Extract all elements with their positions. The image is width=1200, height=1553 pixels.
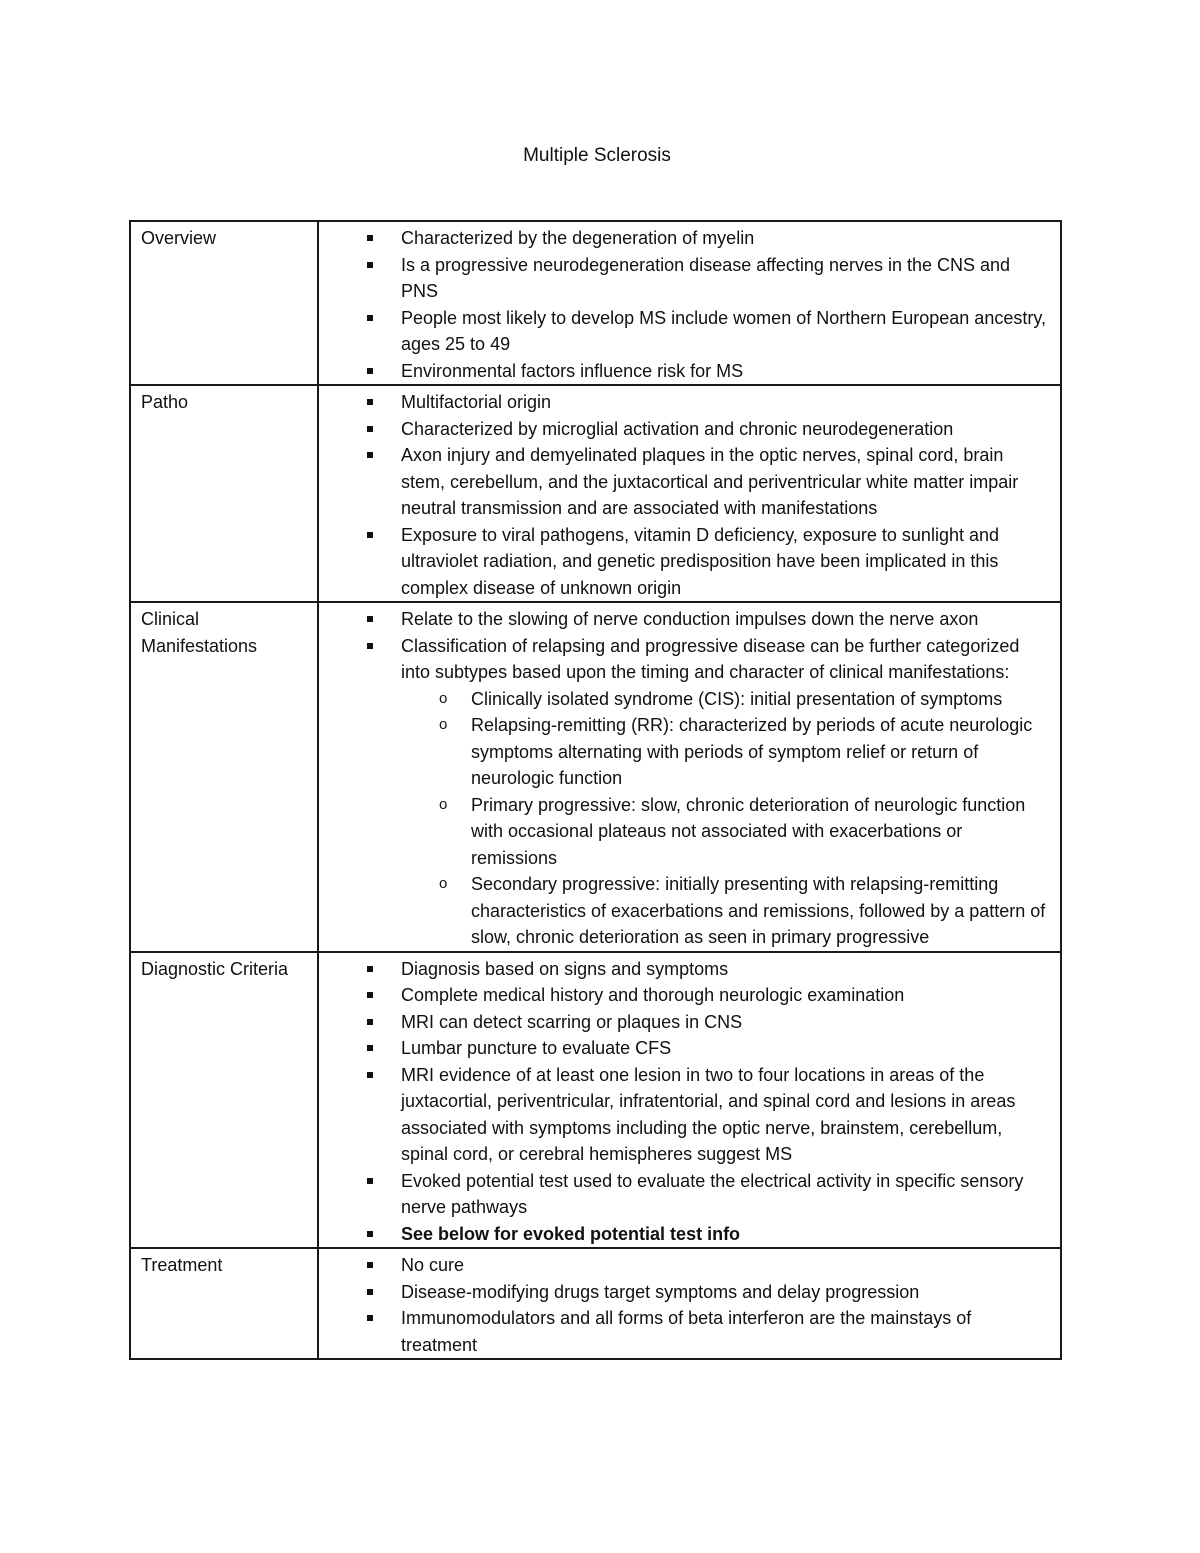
row-content (318, 1248, 1061, 1359)
bullet-text: MRI evidence of at least one lesion in two to four locations in areas of the juxtacortial, periventricular, infratentorial, and spinal cord and lesions in areas associated with symptoms including the optic nerve, brainstem, cerebellum, spinal cord, or cerebral hemispheres suggest MS (401, 1064, 1016, 1164)
bullet-text: No cure (401, 1255, 465, 1275)
row-content (318, 385, 1061, 602)
bullet-item (329, 358, 1052, 385)
table-row (130, 952, 1061, 1249)
bullet-text: Classification of relapsing and progressive disease can be further categorized into subtypes based upon the timing and character of clinical manifestations: (401, 635, 1020, 682)
bullet-item (329, 606, 1052, 633)
bullet-item (329, 1062, 1052, 1168)
bullet-text: Evoked potential test used to evaluate the electrical activity in specific sensory nerve pathways (401, 1170, 1024, 1217)
bullet-item (329, 1221, 1052, 1248)
bullet-text: Is a progressive neurodegeneration disease affecting nerves in the CNS and PNS (401, 254, 1011, 301)
row-label: Patho (130, 385, 318, 602)
sub-bullet-item: o Relapsing-remitting (RR): characterized by periods of acute neurologic symptoms alternating with periods of symptom relief or return of neurologic function (401, 712, 1052, 792)
bullet-text: Environmental factors influence risk for MS (401, 360, 744, 381)
bullet-text: Characterized by the degeneration of myelin (401, 228, 755, 248)
row-label: Overview (130, 221, 318, 385)
row-content (318, 952, 1061, 1249)
bullet-item (329, 416, 1052, 443)
bullet-item (329, 442, 1052, 522)
bullet-text: Exposure to viral pathogens, vitamin D deficiency, exposure to sunlight and ultraviolet radiation, and genetic predisposition have been implicated in this complex disease of unknown origin (401, 524, 999, 598)
bullet-item (329, 1279, 1052, 1306)
sub-bullet-item: o Clinically isolated syndrome (CIS): initial presentation of symptoms (401, 686, 1052, 713)
bullet-text: Relate to the slowing of nerve conduction impulses down the nerve axon (401, 609, 979, 629)
bullet-list (329, 389, 1052, 601)
bullet-item (329, 522, 1052, 602)
sub-bullet-list (401, 686, 1052, 951)
bullet-item (329, 305, 1052, 358)
row-content (318, 221, 1061, 385)
bullet-item (329, 1168, 1052, 1221)
bullet-list (329, 225, 1052, 384)
bullet-text: Characterized by microglial activation and chronic neurodegeneration (401, 418, 954, 439)
bullet-item (329, 956, 1052, 983)
bullet-item (329, 389, 1052, 416)
table-row (130, 1248, 1061, 1359)
bullet-text: Axon injury and demyelinated plaques in the optic nerves, spinal cord, brain stem, cerebellum, and the juxtacortical and periventricular white matter impair neutral transmission and are associated with manifestations (401, 445, 1019, 518)
bullet-list (329, 606, 1052, 951)
bullet-text: Multifactorial origin (401, 392, 552, 412)
bullet-text: Diagnosis based on signs and symptoms (401, 958, 729, 979)
bullet-text: Lumbar puncture to evaluate CFS (401, 1038, 672, 1058)
bullet-text: MRI can detect scarring or plaques in CNS (401, 1011, 743, 1032)
bullet-item (329, 225, 1052, 252)
bullet-text: Immunomodulators and all forms of beta interferon are the mainstays of treatment (401, 1308, 972, 1355)
page-title: Multiple Sclerosis (523, 145, 671, 166)
sub-bullet-item: o Primary progressive: slow, chronic deterioration of neurologic function with occasional plateaus not associated with exacerbations or remissions (401, 792, 1052, 872)
bullet-list (329, 956, 1052, 1248)
bullet-item (329, 1009, 1052, 1036)
bullet-item (329, 1305, 1052, 1358)
row-label: Treatment (130, 1248, 318, 1359)
bullet-text: See below for evoked potential test info (401, 1223, 741, 1244)
row-content (318, 602, 1061, 952)
bullet-item (329, 252, 1052, 305)
table-row (130, 385, 1061, 602)
bullet-text: Complete medical history and thorough neurologic examination (401, 985, 905, 1005)
sub-bullet-item: o Secondary progressive: initially presenting with relapsing-remitting characteristics of exacerbations and remissions, followed by a pattern of slow, chronic deterioration as seen in primary progressive (401, 871, 1052, 951)
bullet-item (329, 1252, 1052, 1279)
bullet-item (329, 1035, 1052, 1062)
row-label: Clinical Manifestations (130, 602, 318, 952)
bullet-text: Disease-modifying drugs target symptoms and delay progression (401, 1281, 920, 1302)
bullet-list (329, 1252, 1052, 1358)
table-body (130, 221, 1061, 1359)
bullet-item (329, 982, 1052, 1009)
notes-table (129, 220, 1062, 1360)
bullet-item (329, 633, 1052, 951)
table-row (130, 221, 1061, 385)
bullet-text: People most likely to develop MS include women of Northern European ancestry, ages 25 to 49 (401, 307, 1047, 354)
row-label: Diagnostic Criteria (130, 952, 318, 1249)
table-row (130, 602, 1061, 952)
